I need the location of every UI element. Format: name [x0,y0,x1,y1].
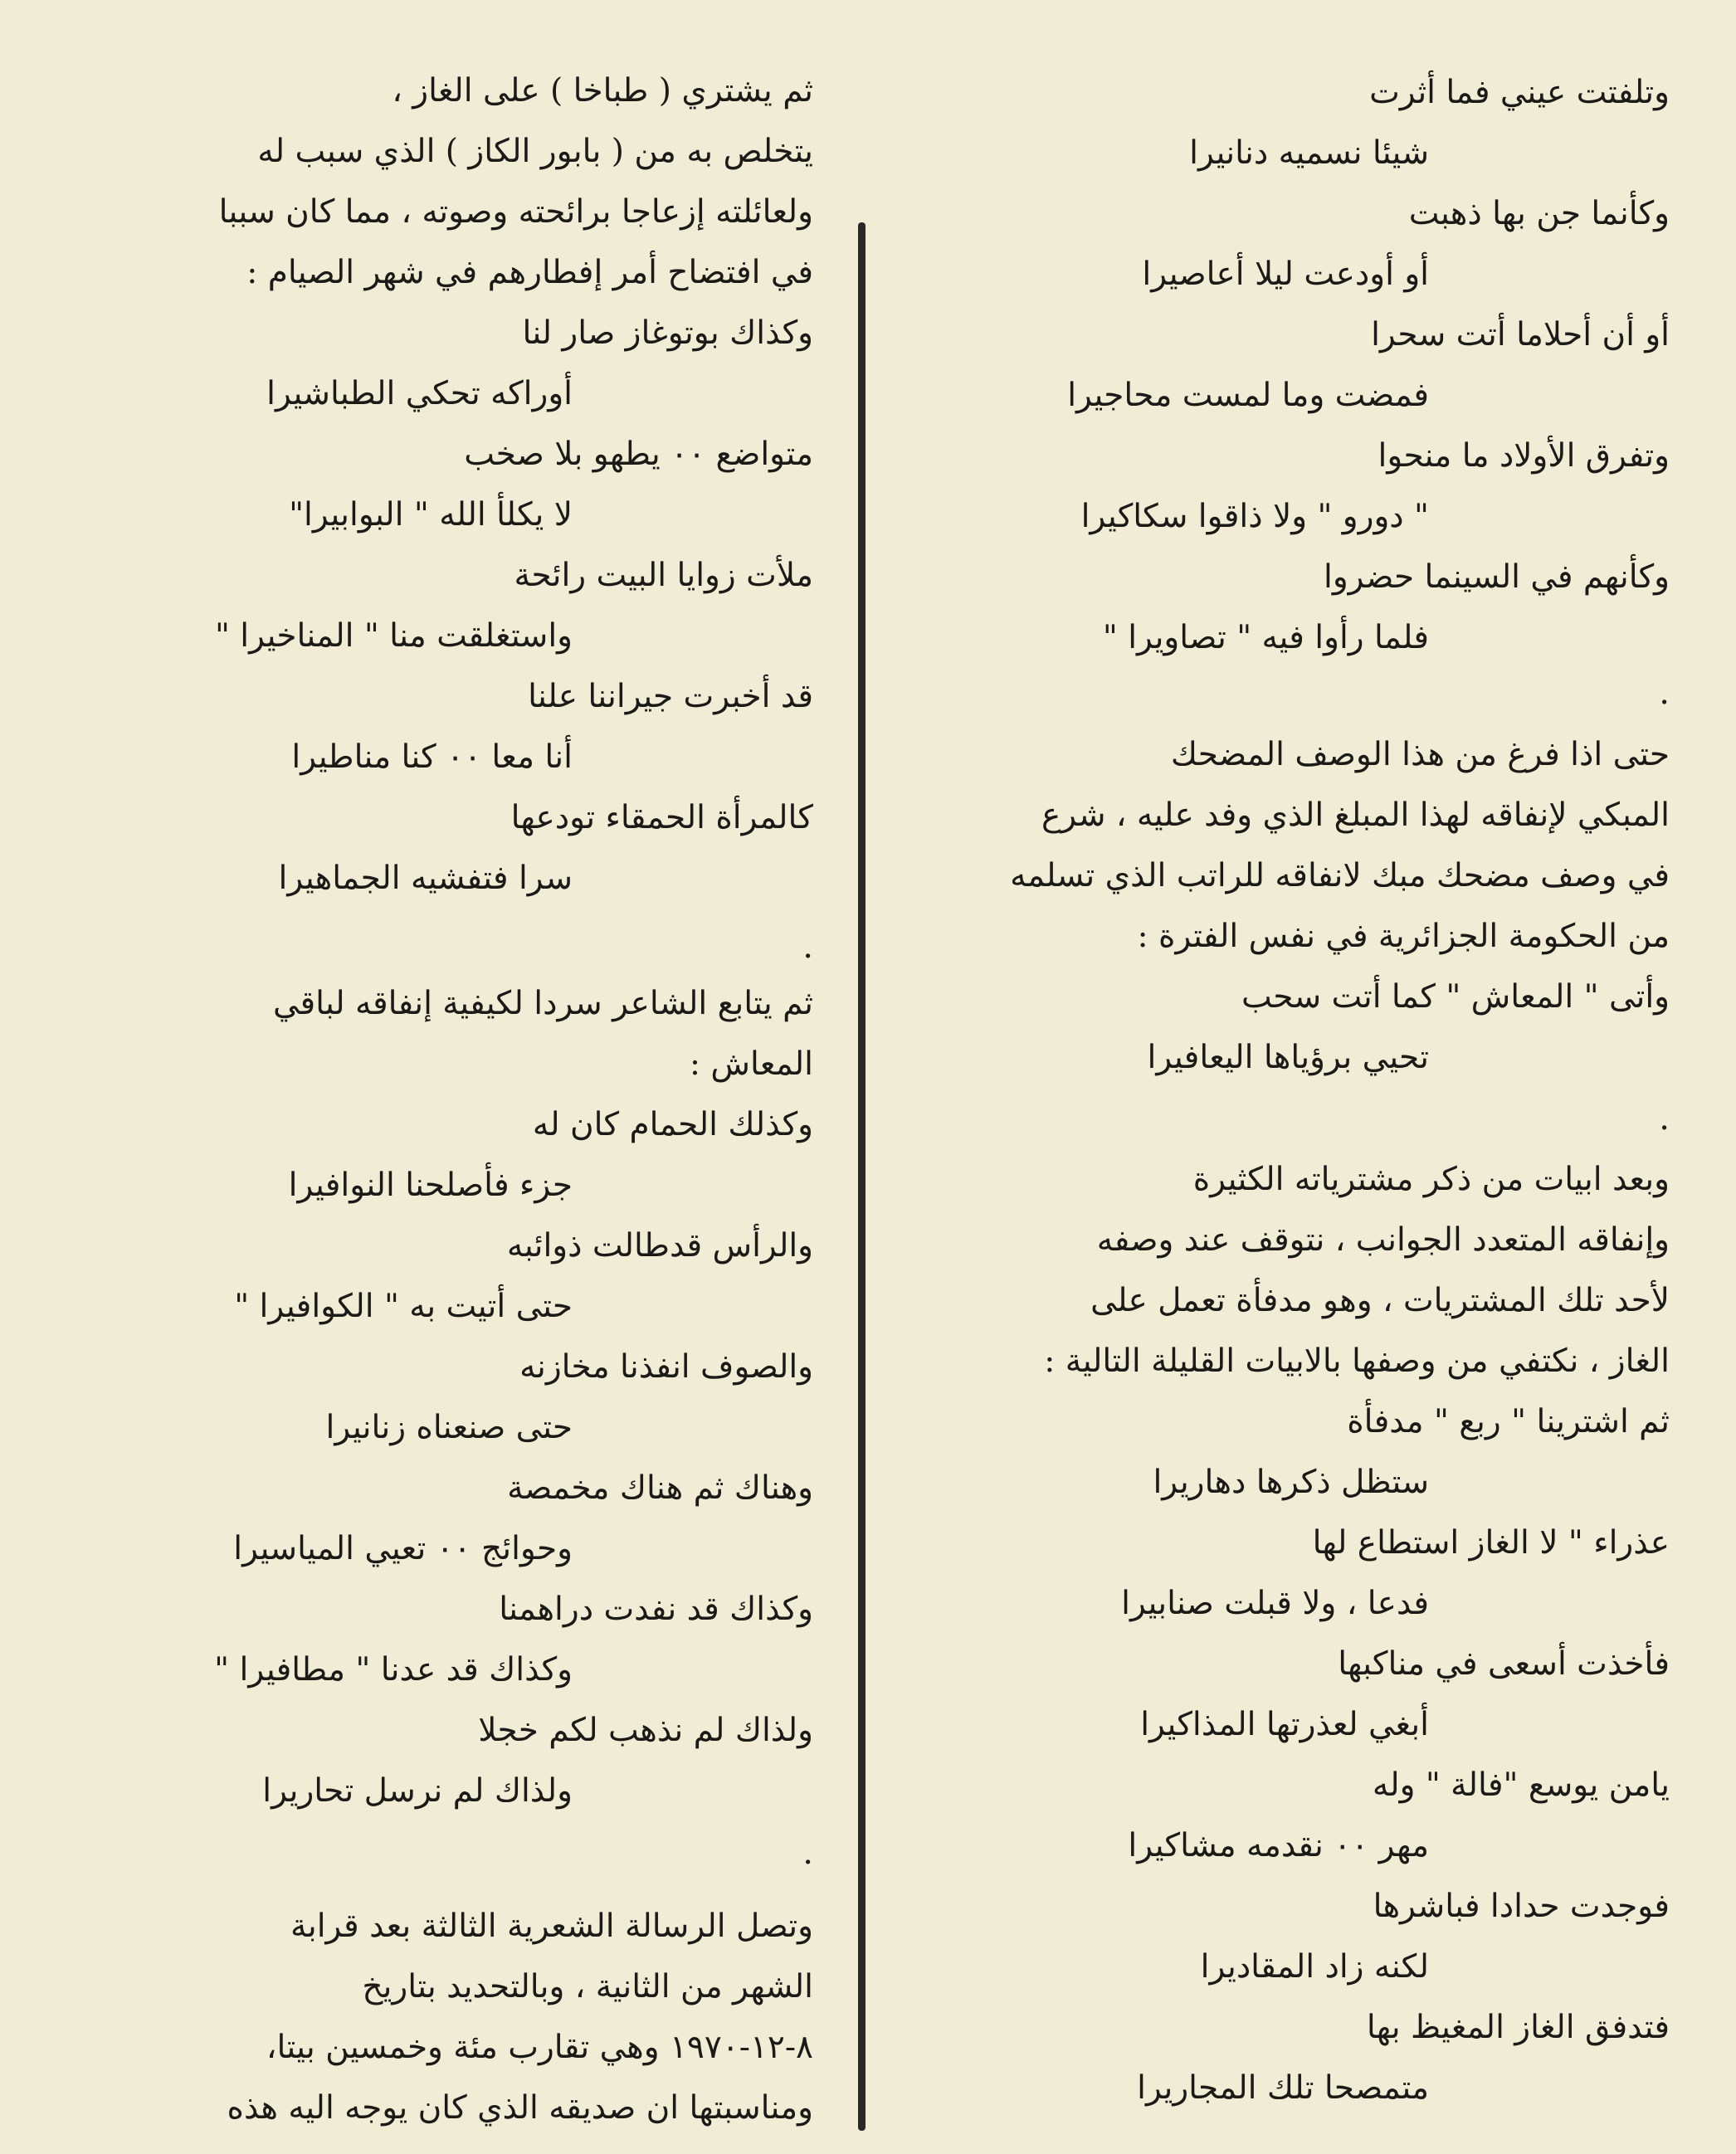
prose-line: وبعد ابيات من ذكر مشترياته الكثيرة [1192,1161,1670,1198]
verse-line: حتى صنعناه زنانيرا [325,1409,573,1446]
verse-line: تحيي برؤياها اليعافيرا [1147,1039,1429,1076]
verse-line: أبغي لعذرتها المذاكيرا [1140,1706,1429,1743]
prose-line: الشهر من الثانية ، وبالتحديد بتاريخ [362,1968,813,2005]
verse-line: ولذاك لم نذهب لكم خجلا [478,1712,813,1749]
verse-line: فوجدت حدادا فباشرها [1373,1888,1670,1925]
verse-line: متواضع ٠٠ يطهو بلا صخب [464,436,813,473]
verse-line: فدعا ، ولا قبلت صنابيرا [1121,1585,1429,1622]
verse-line: يامن يوسع "فالة " وله [1372,1767,1670,1804]
verse-line: وتفرق الأولاد ما منحوا [1378,437,1670,475]
verse-line: سرا فتفشيه الجماهيرا [278,860,573,897]
prose-line: ثم يتابع الشاعر سردا لكيفية إنفاقه لباقي [272,985,813,1022]
prose-line: ولعائلته إزعاجا برائحته وصوته ، مما كان سببا [218,193,813,231]
verse-line: لكنه زاد المقاديرا [1200,1948,1429,1986]
prose-line: ومناسبتها ان صديقه الذي كان يوجه اليه هذه [227,2089,813,2127]
prose-line: الغاز ، نكتفي من وصفها بالابيات القليلة التالية : [1044,1343,1670,1380]
verse-line: متمصحا تلك المجاريرا [1137,2069,1429,2107]
verse-line: وحوائج ٠٠ تعيي المياسيرا [233,1530,573,1567]
verse-line: وكذلك الحمام كان له [532,1106,813,1143]
verse-line: وأتى " المعاش " كما أتت سحب [1241,978,1670,1016]
verse-line: كالمرأة الحمقاء تودعها [510,799,813,836]
prose-line: حتى اذا فرغ من هذا الوصف المضحك [1170,736,1670,773]
prose-line: وإنفاقه المتعدد الجوانب ، نتوقف عند وصفه [1096,1221,1670,1259]
verse-line: مهر ٠٠ نقدمه مشاكيرا [1128,1827,1429,1864]
verse-line: فأخذت أسعى في مناكبها [1338,1645,1670,1683]
prose-line: في وصف مضحك مبك لانفاقه للراتب الذي تسلمه [1010,857,1670,894]
section-separator-dot: . [1659,1099,1670,1138]
prose-line: المعاش : [689,1045,813,1083]
verse-line: ولذاك لم نرسل تحاريرا [262,1772,573,1810]
verse-line: ملأت زوايا البيت رائحة [514,557,813,594]
prose-line: في افتضاح أمر إفطارهم في شهر الصيام : [246,254,813,291]
verse-line: وكأنهم في السينما حضروا [1323,558,1670,596]
verse-line: فتدفق الغاز المغيظ بها [1366,2009,1670,2046]
verse-line: فمضت وما لمست محاجيرا [1067,377,1429,414]
verse-line: وتلفتت عيني فما أثرت [1369,74,1670,111]
verse-line: شيئا نسميه دنانيرا [1189,134,1429,172]
verse-line: جزء فأصلحنا النوافيرا [288,1167,573,1204]
prose-line: ٨-١٢-١٩٧٠ وهي تقارب مئة وخمسين بيتا، [266,2029,813,2066]
verse-line: وكأنما جن بها ذهبت [1408,195,1670,232]
verse-line: قد أخبرت جيراننا علنا [528,678,813,715]
verse-line: أو أن أحلاما أتت سحرا [1371,316,1670,353]
column-divider-rule [858,222,866,2131]
verse-line: أوراكه تحكي الطباشيرا [266,375,573,412]
verse-line: " دورو " ولا ذاقوا سكاكيرا [1080,498,1429,535]
prose-line: لأحد تلك المشتريات ، وهو مدفأة تعمل على [1090,1282,1670,1319]
verse-line: أو أودعت ليلا أعاصيرا [1142,256,1429,293]
verse-line: حتى أتيت به " الكوافيرا " [234,1288,573,1325]
verse-line: أنا معا ٠٠ كنا مناطيرا [291,738,573,776]
section-separator-dot: . [1659,674,1670,712]
verse-line: لا يكلأ الله " البوابيرا" [289,496,573,534]
verse-line: وكذاك قد نفدت دراهمنا [499,1591,813,1628]
prose-line: يتخلص به من ( بابور الكاز ) الذي سبب له [257,133,813,170]
prose-line: المبكي لإنفاقه لهذا المبلغ الذي وفد عليه ، شرع [1041,797,1670,834]
prose-line: ثم يشتري ( طباخا ) على الغاز ، [392,72,813,110]
verse-line: واستغلقت منا " المناخيرا " [214,617,573,655]
prose-line: وتصل الرسالة الشعرية الثالثة بعد قرابة [290,1908,813,1945]
verse-line: وهناك ثم هناك مخمصة [507,1469,813,1507]
verse-line: عذراء " لا الغاز استطاع لها [1312,1524,1670,1562]
verse-line: وكذاك قد عدنا " مطافيرا " [214,1651,573,1689]
verse-line: وكذاك بوتوغاز صار لنا [522,314,813,352]
prose-line: من الحكومة الجزائرية في نفس الفترة : [1137,918,1670,955]
verse-line: فلما رأوا فيه " تصاويرا " [1102,619,1429,656]
verse-line: والرأس قدطالت ذوائبه [506,1227,813,1265]
section-separator-dot: . [802,1834,813,1872]
verse-line: ستظل ذكرها دهاريرا [1153,1464,1429,1501]
verse-line: والصوف انفذنا مخازنه [519,1348,813,1386]
verse-line: ثم اشترينا " ربع " مدفأة [1347,1403,1670,1440]
section-separator-dot: . [802,928,813,966]
